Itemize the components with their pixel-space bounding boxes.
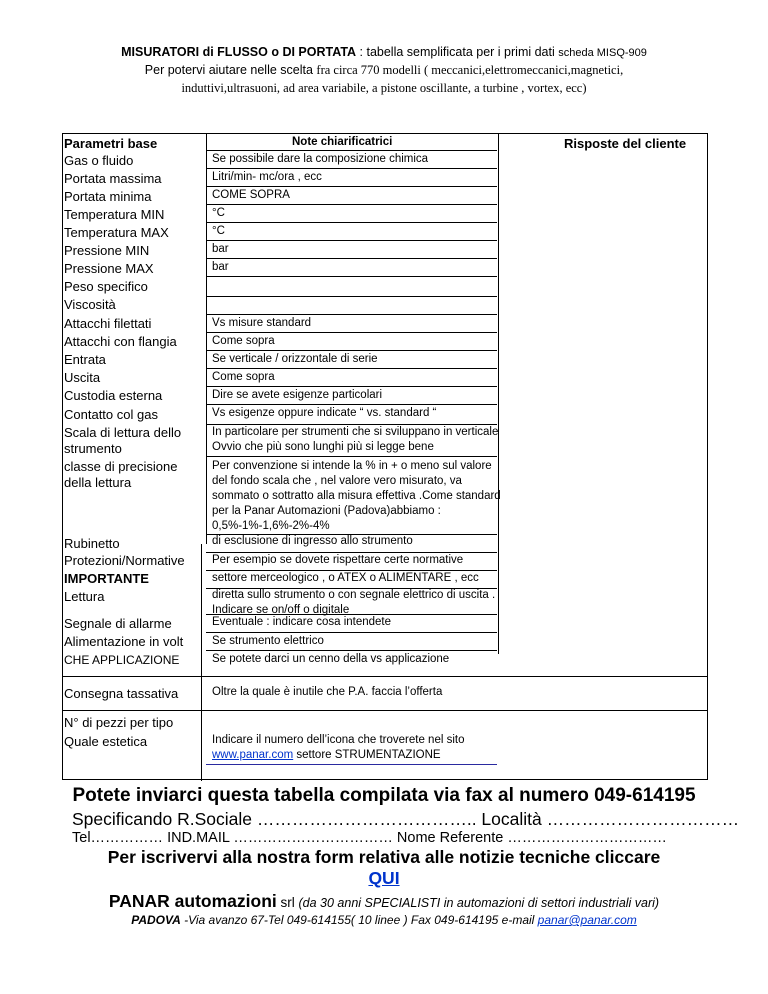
fax-line: Potete inviarci questa tabella compilata via fax al numero 049-614195 — [72, 785, 696, 806]
param-importante: IMPORTANTE — [64, 571, 149, 586]
header-line-1 — [0, 44, 768, 62]
note-gas-fluido: Se possibile dare la composizione chimica — [212, 153, 429, 165]
param-protezioni-normative: Protezioni/Normative — [64, 553, 185, 568]
address-line — [0, 911, 768, 929]
param-viscosita: Viscosità — [64, 297, 116, 312]
note-custodia-esterna: Dire se avete esigenze particolari — [212, 389, 383, 401]
param-attacchi-flangia: Attacchi con flangia — [64, 334, 177, 349]
param-quale-estetica: Quale estetica — [64, 734, 148, 749]
param-entrata: Entrata — [64, 352, 106, 367]
note-alimentazione-volt: Se strumento elettrico — [212, 635, 324, 647]
note-portata-massima: Litri/min- mc/ora , ecc — [212, 171, 322, 183]
note-uscita: Come sopra — [212, 371, 275, 383]
col-header-note: Note chiarificatrici — [292, 136, 393, 148]
param-temperatura-min: Temperatura MIN — [64, 207, 165, 222]
address-details: -Via avanzo 67-Tel 049-614155( 10 linee ) Fax 049-614195 e-mail — [180, 913, 538, 927]
note-consegna-tassativa: Oltre la quale è inutile che P.A. faccia l’offerta — [212, 686, 443, 698]
header-title: MISURATORI di FLUSSO o DI PORTATA — [121, 45, 357, 59]
param-contatto-gas: Contatto col gas — [64, 407, 158, 422]
param-portata-minima: Portata minima — [64, 189, 152, 204]
header-models: fra circa 770 modelli ( meccanici,elettromeccanici,magnetici, — [316, 63, 624, 77]
email-link[interactable]: panar@panar.com — [537, 913, 637, 927]
param-scala-lettura: Scala di lettura dello strumento — [64, 425, 182, 456]
note-importante: settore merceologico , o ATEX o ALIMENTARE , ecc — [212, 572, 479, 584]
param-custodia-esterna: Custodia esterna — [64, 388, 163, 403]
param-classe-precisione: classe di precisione della lettura — [64, 459, 178, 490]
qui-link[interactable]: QUI — [368, 868, 400, 888]
note-temperatura-min: °C — [212, 207, 225, 219]
ragione-sociale-line: Specificando R.Sociale ……………………………….. Località …………………………… — [72, 809, 740, 829]
note-portata-minima: COME SOPRA — [212, 189, 290, 201]
note-rubinetto: di esclusione di ingresso allo strumento — [212, 535, 413, 547]
header-line-2 — [0, 62, 768, 79]
note-attacchi-filettati: Vs misure standard — [212, 317, 312, 329]
note-attacchi-flangia: Come sopra — [212, 335, 275, 347]
note-lettura: diretta sullo strumento o con segnale elettrico di uscita . Indicare se on/off o digitale — [212, 589, 496, 616]
param-che-applicazione: CHE APPLICAZIONE — [64, 653, 180, 667]
company-tagline: (da 30 anni SPECIALISTI in automazioni di settori industriali vari) — [298, 896, 660, 910]
qui-line — [0, 867, 768, 889]
company-name: PANAR automazioni — [108, 891, 277, 911]
note-entrata: Se verticale / orizzontale di serie — [212, 353, 378, 365]
note-quale-estetica: Indicare il numero dell’icona che troverete nel sito — [212, 734, 465, 746]
param-temperatura-max: Temperatura MAX — [64, 225, 169, 240]
param-numero-pezzi: N° di pezzi per tipo — [64, 715, 174, 730]
panar-site-link[interactable]: www.panar.com — [212, 749, 294, 761]
form-line: Per iscrivervi alla nostra form relativa alle notizie tecniche cliccare — [107, 847, 661, 867]
param-gas-fluido: Gas o fluido — [64, 153, 134, 168]
param-attacchi-filettati: Attacchi filettati — [64, 316, 152, 331]
contact-fields-line: Tel…………… IND.MAIL …………………………… Nome Referente …………………………… — [72, 830, 667, 846]
note-che-applicazione: Se potete darci un cenno della vs applicazione — [212, 653, 450, 665]
col-divider-upper — [206, 134, 207, 544]
param-portata-massima: Portata massima — [64, 171, 162, 186]
param-segnale-allarme: Segnale di allarme — [64, 616, 172, 631]
note-contatto-gas: Vs esigenze oppure indicate “ vs. standard “ — [212, 407, 437, 419]
note-scala-lettura: In particolare per strumenti che si sviluppano in verticale Ovvio che più sono lunghi più si legge bene — [212, 426, 499, 453]
header-code: scheda MISQ-909 — [558, 47, 647, 59]
note-classe-precisione: Per convenzione si intende la % in + o meno sul valore del fondo scala che , nel valore vero misurato, va sommato o sottratto alla misura effettiva .Come standard per la Panar Automazioni (Padova)abbiamo : 0,5%-1%-1,6%-2%-4% — [212, 460, 501, 532]
header-intro: Per potervi aiutare nelle scelta — [144, 63, 317, 77]
param-pressione-min: Pressione MIN — [64, 243, 150, 258]
col-header-risposte: Risposte del cliente — [564, 136, 687, 151]
note-temperatura-max: °C — [212, 225, 225, 237]
company-suffix: srl — [276, 895, 299, 910]
estetica-suffix: settore STRUMENTAZIONE — [293, 749, 441, 761]
note-estetica-link-line — [212, 748, 441, 763]
note-pressione-max: bar — [212, 261, 229, 273]
note-pressione-min: bar — [212, 243, 229, 255]
header-subtitle: : tabella semplificata per i primi dati — [356, 45, 559, 59]
header-line-3: induttivi,ultrasuoni, ad area variabile, a pistone oscillante, a turbine , vortex, ecc) — [181, 81, 587, 95]
param-rubinetto: Rubinetto — [64, 536, 120, 551]
param-consegna-tassativa: Consegna tassativa — [64, 686, 179, 701]
col-divider-answers — [498, 134, 499, 654]
param-lettura: Lettura — [64, 589, 105, 604]
param-pressione-max: Pressione MAX — [64, 261, 154, 276]
col-header-parametri: Parametri base — [64, 136, 158, 151]
param-alimentazione-volt: Alimentazione in volt — [64, 634, 184, 649]
address-city: PADOVA — [131, 913, 181, 927]
param-peso-specifico: Peso specifico — [64, 279, 148, 294]
param-uscita: Uscita — [64, 370, 101, 385]
note-segnale-allarme: Eventuale : indicare cosa intendete — [212, 616, 392, 628]
col-divider-lower — [201, 544, 202, 781]
note-protezioni-normative: Per esempio se dovete rispettare certe normative — [212, 554, 464, 566]
